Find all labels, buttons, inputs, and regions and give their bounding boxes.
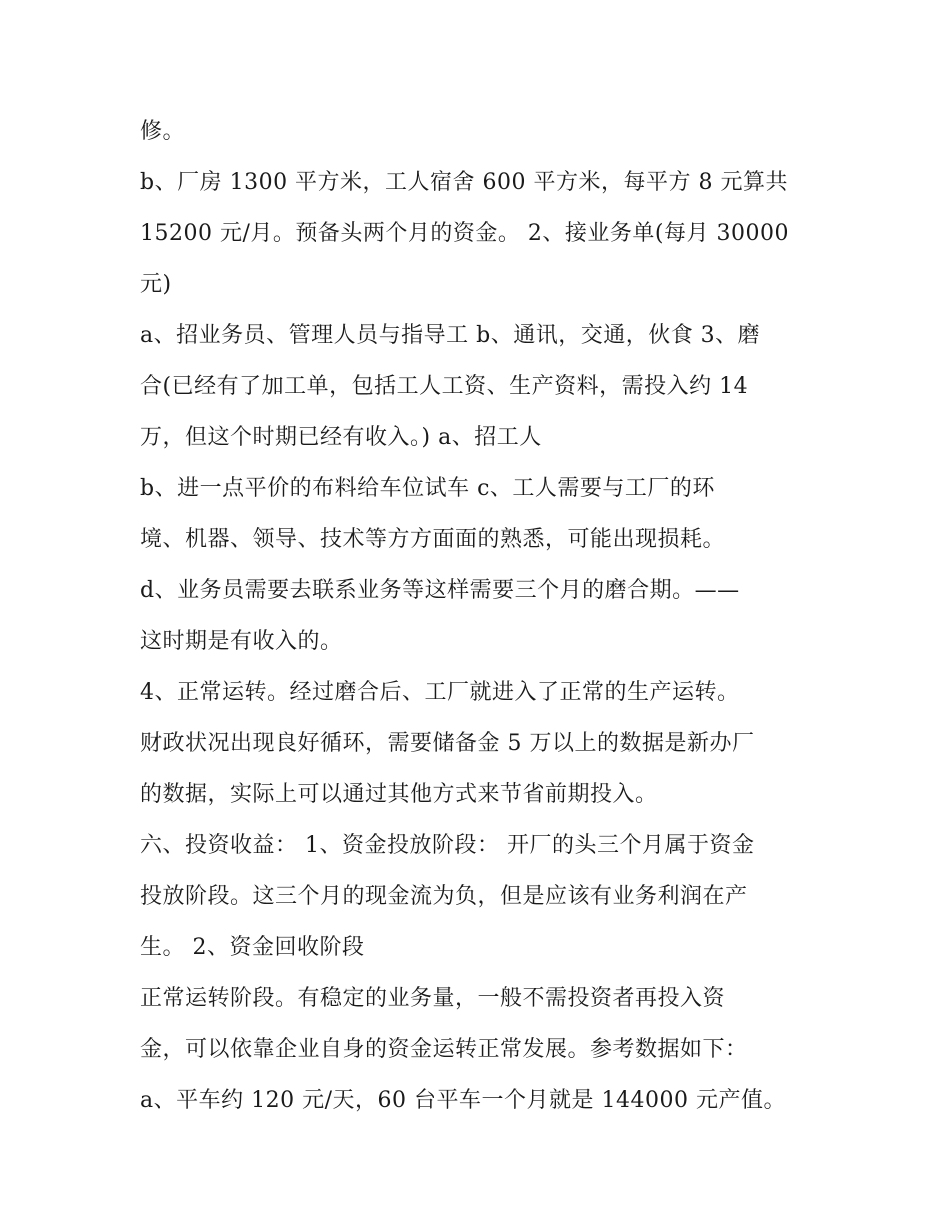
text-line: 的数据，实际上可以通过其他方式来节省前期投入。 [140,782,658,807]
text-line: d、业务员需要去联系业务等这样需要三个月的磨合期。—— [140,578,740,603]
text-line: 万，但这个时期已经有收入。) a、招工人 [140,425,542,450]
text-line: 正常运转阶段。有稳定的业务量，一般不需投资者再投入资 [140,986,726,1011]
text-line: 财政状况出现良好循环，需要储备金 5 万以上的数据是新办厂 [140,731,755,756]
text-line: 投放阶段。这三个月的现金流为负，但是应该有业务利润在产 [140,884,748,909]
text-line: 元) [140,272,172,297]
text-line: 合(已经有了加工单，包括工人工资、生产资料，需投入约 14 [140,374,749,399]
text-line: 境、机器、领导、技术等方方面面的熟悉，可能出现损耗。 [140,527,726,552]
text-line: 这时期是有收入的。 [140,629,343,654]
text-line: 修。 [140,119,186,144]
text-line: 生。 2、资金回收阶段 [140,935,365,960]
text-line: 金，可以依靠企业自身的资金运转正常发展。参考数据如下： [140,1037,748,1062]
text-line: 六、投资收益： 1、资金投放阶段： 开厂的头三个月属于资金 [140,833,755,858]
text-line: 15200 元/月。预备头两个月的资金。 2、接业务单(每月 30000 [140,221,789,246]
text-line: 4、正常运转。经过磨合后、工厂就进入了正常的生产运转。 [140,680,740,705]
text-line: b、厂房 1300 平方米，工人宿舍 600 平方米，每平方 8 元算共 [140,170,789,195]
text-line: a、招业务员、管理人员与指导工 b、通讯，交通，伙食 3、磨 [140,323,761,348]
document-body [140,106,820,1126]
text-line: b、进一点平价的布料给车位试车 c、工人需要与工厂的环 [140,476,715,501]
text-line: a、平车约 120 元/天，60 台平车一个月就是 144000 元产值。 [140,1088,786,1113]
